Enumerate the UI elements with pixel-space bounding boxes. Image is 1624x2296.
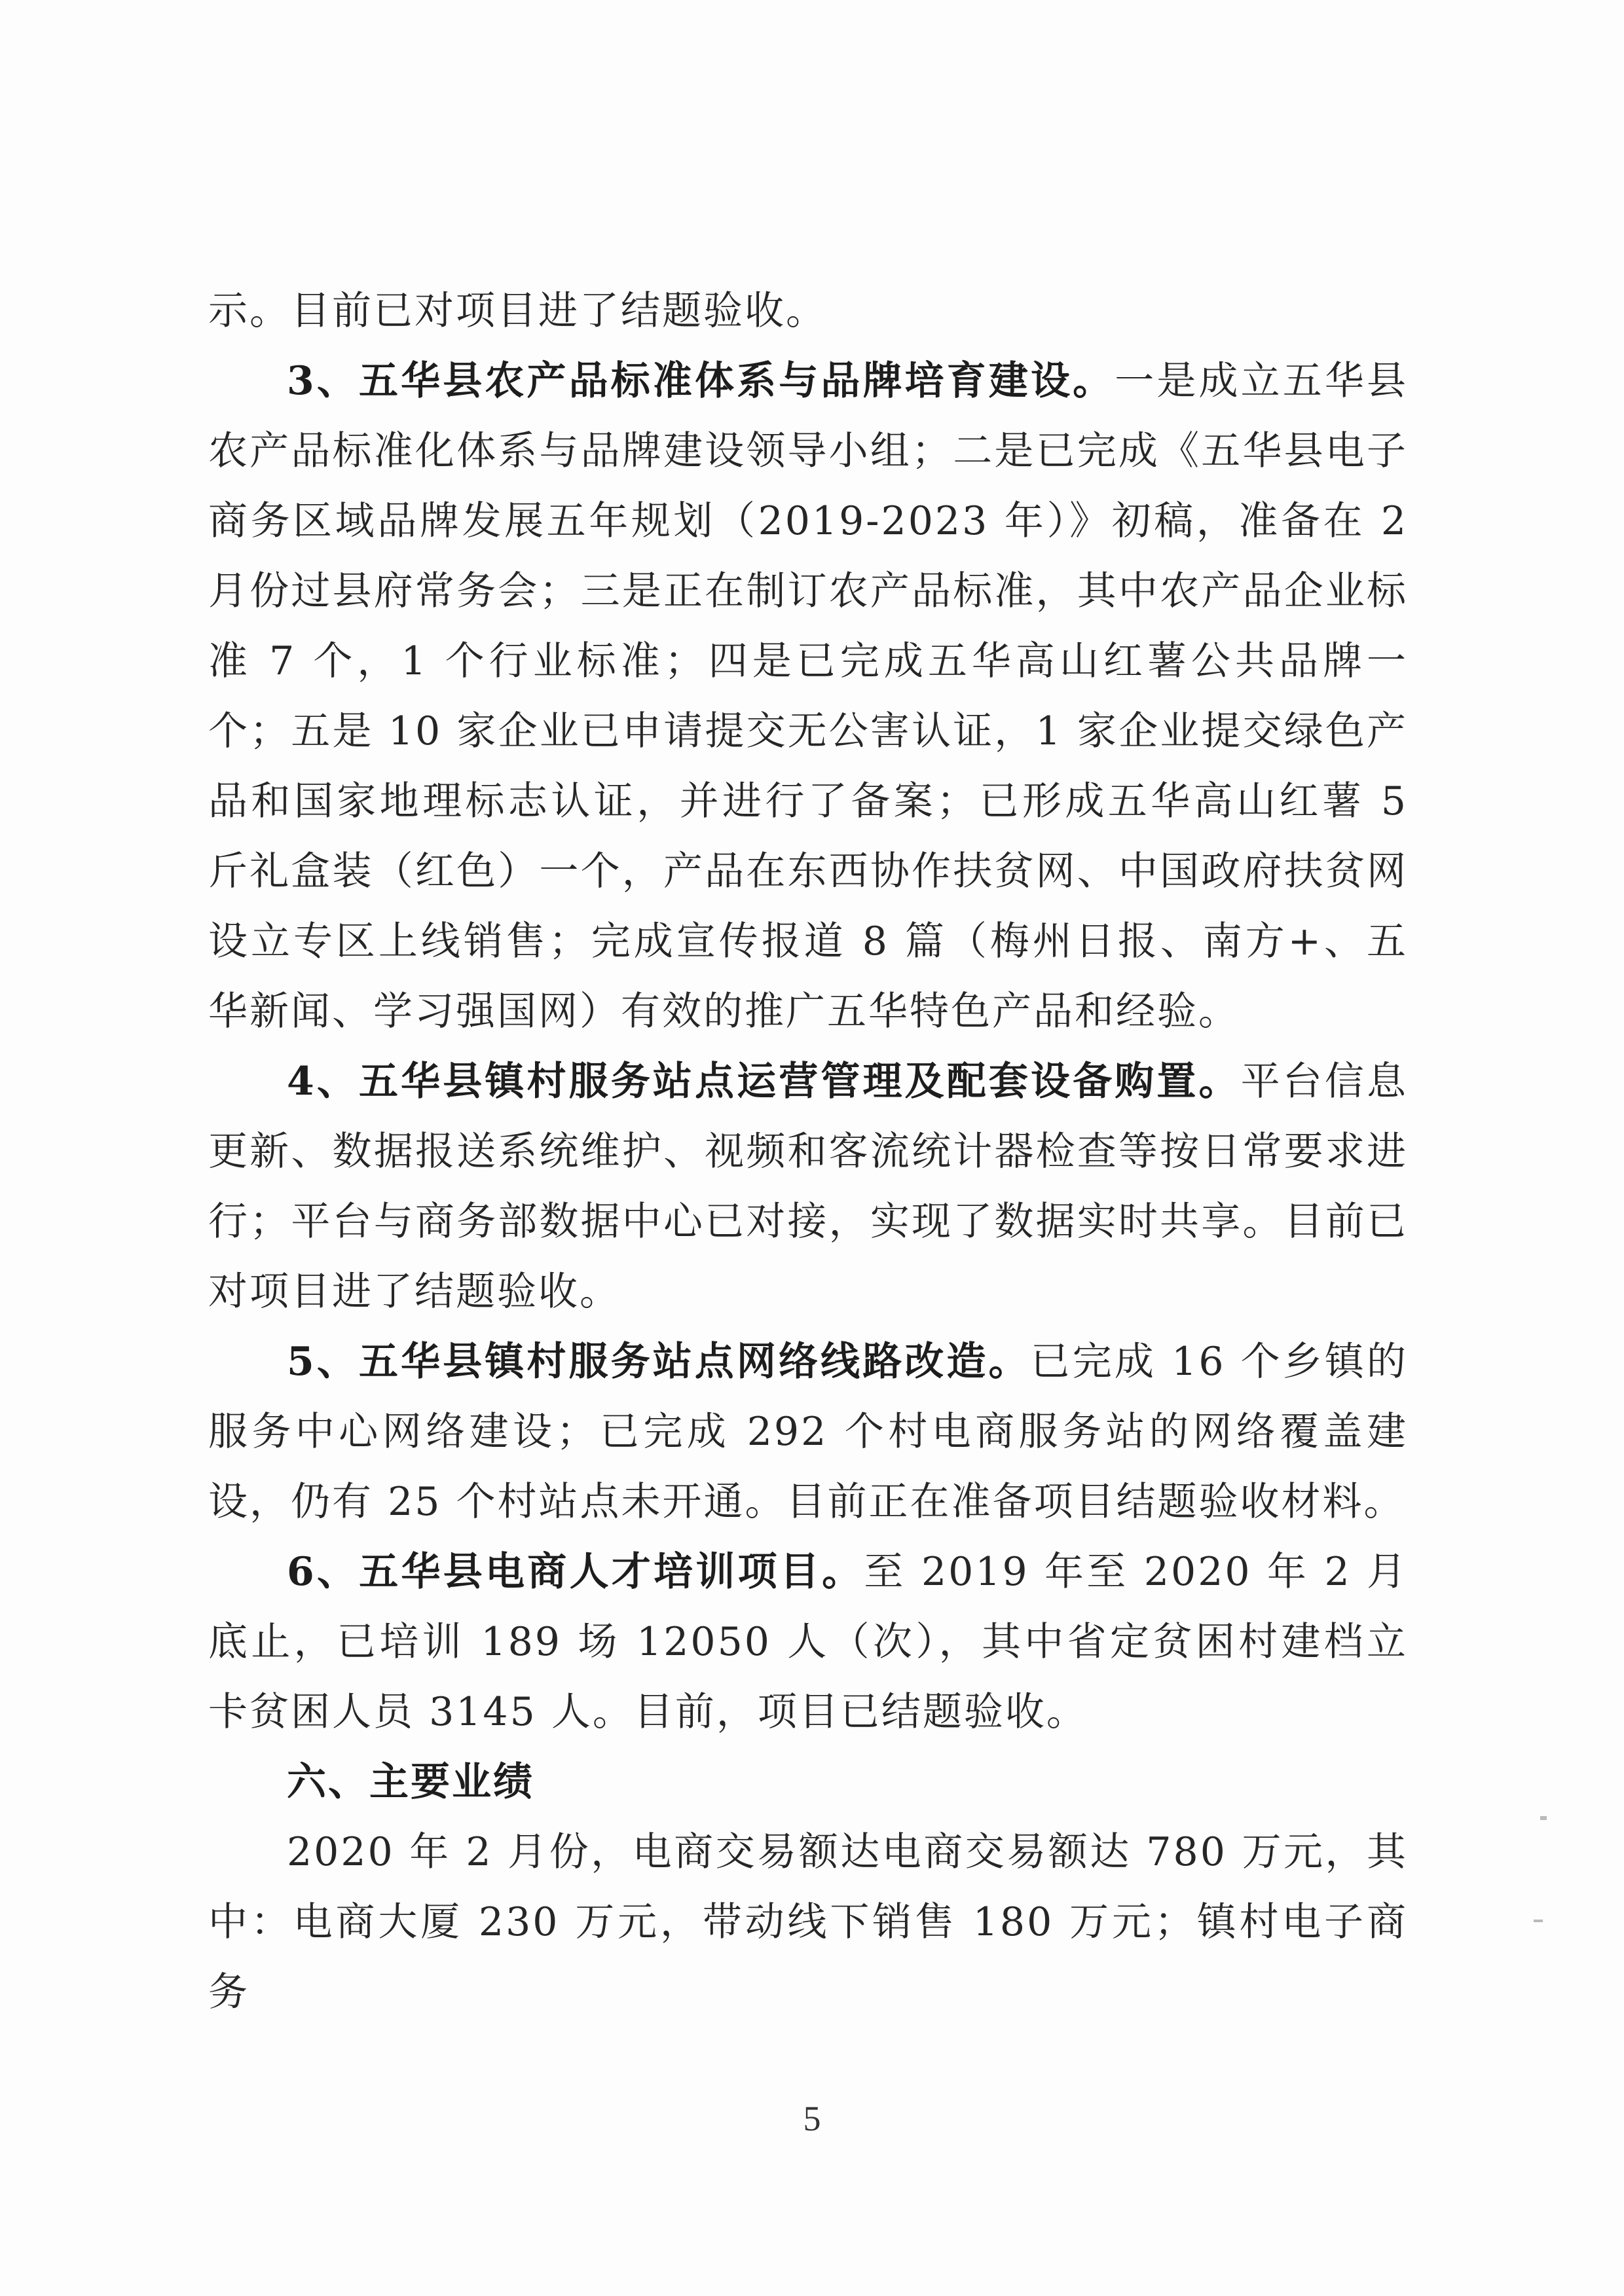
paragraph-text-3: 一是成立五华县农产品标准化体系与品牌建设领导小组；二是已完成《五华县电子商务区域品牌发展五年规划（2019-2023 年）》初稿，准备在 2 月份过县府常务会；三是正在制订农产品标准，其中农产品企业标准 7 个，1 个行业标准；四是已完成五华高山红薯公共品牌一个；五是 10 家企业已申请提交无公害认证，1 家企业提交绿色产品和国家地理标志认证，并进行了备案；已形成五华高山红薯 5 斤礼盒装（红色）一个，产品在东西协作扶贫网、中国政府扶贫网设立专区上线销售；完成宣传报道 8 篇（梅州日报、南方+、五华新闻、学习强国网）有效的推广五华特色产品和经验。 xyxy=(208,358,1408,1034)
paragraph-text-4: 平台信息更新、数据报送系统维护、视频和客流统计器检查等按日常要求进行；平台与商务部数据中心已对接，实现了数据实时共享。目前已对项目进了结题验收。 xyxy=(208,1059,1408,1315)
document-body xyxy=(208,276,1408,2028)
paragraph-item-6 xyxy=(208,1537,1408,1747)
page-number: 5 xyxy=(803,2099,821,2138)
paragraph-lead-4: 4、五华县镇村服务站点运营管理及配套设备购置。 xyxy=(287,1059,1241,1104)
scan-speck xyxy=(1540,1816,1547,1820)
paragraph-item-4 xyxy=(208,1047,1408,1327)
paragraph-item-3 xyxy=(208,346,1408,1047)
paragraph-lead-5: 5、五华县镇村服务站点网络线路改造。 xyxy=(287,1339,1031,1385)
closing-paragraph: 2020 年 2 月份，电商交易额达电商交易额达 780 万元，其中：电商大厦 230 万元，带动线下销售 180 万元；镇村电子商务 xyxy=(208,1829,1408,2015)
paragraph-text: 示。目前已对项目进了结题验收。 xyxy=(208,288,827,334)
paragraph-text-5: 已完成 16 个乡镇的服务中心网络建设；已完成 292 个村电商服务站的网络覆盖建设，仍有 25 个村站点未开通。目前正在准备项目结题验收材料。 xyxy=(208,1339,1408,1525)
scan-speck xyxy=(1534,1920,1543,1922)
paragraph-lead-6: 6、五华县电商人才培训项目。 xyxy=(287,1549,864,1595)
paragraph-lead-3: 3、五华县农产品标准体系与品牌培育建设。 xyxy=(287,358,1115,404)
paragraph-text-6: 至 2019 年至 2020 年 2 月底止，已培训 189 场 12050 人（次），其中省定贫困村建档立卡贫困人员 3145 人。目前，项目已结题验收。 xyxy=(208,1549,1409,1735)
paragraph-item-5 xyxy=(208,1327,1408,1537)
continuation-paragraph xyxy=(208,276,1408,346)
section-heading: 六、主要业绩 xyxy=(287,1759,534,1805)
